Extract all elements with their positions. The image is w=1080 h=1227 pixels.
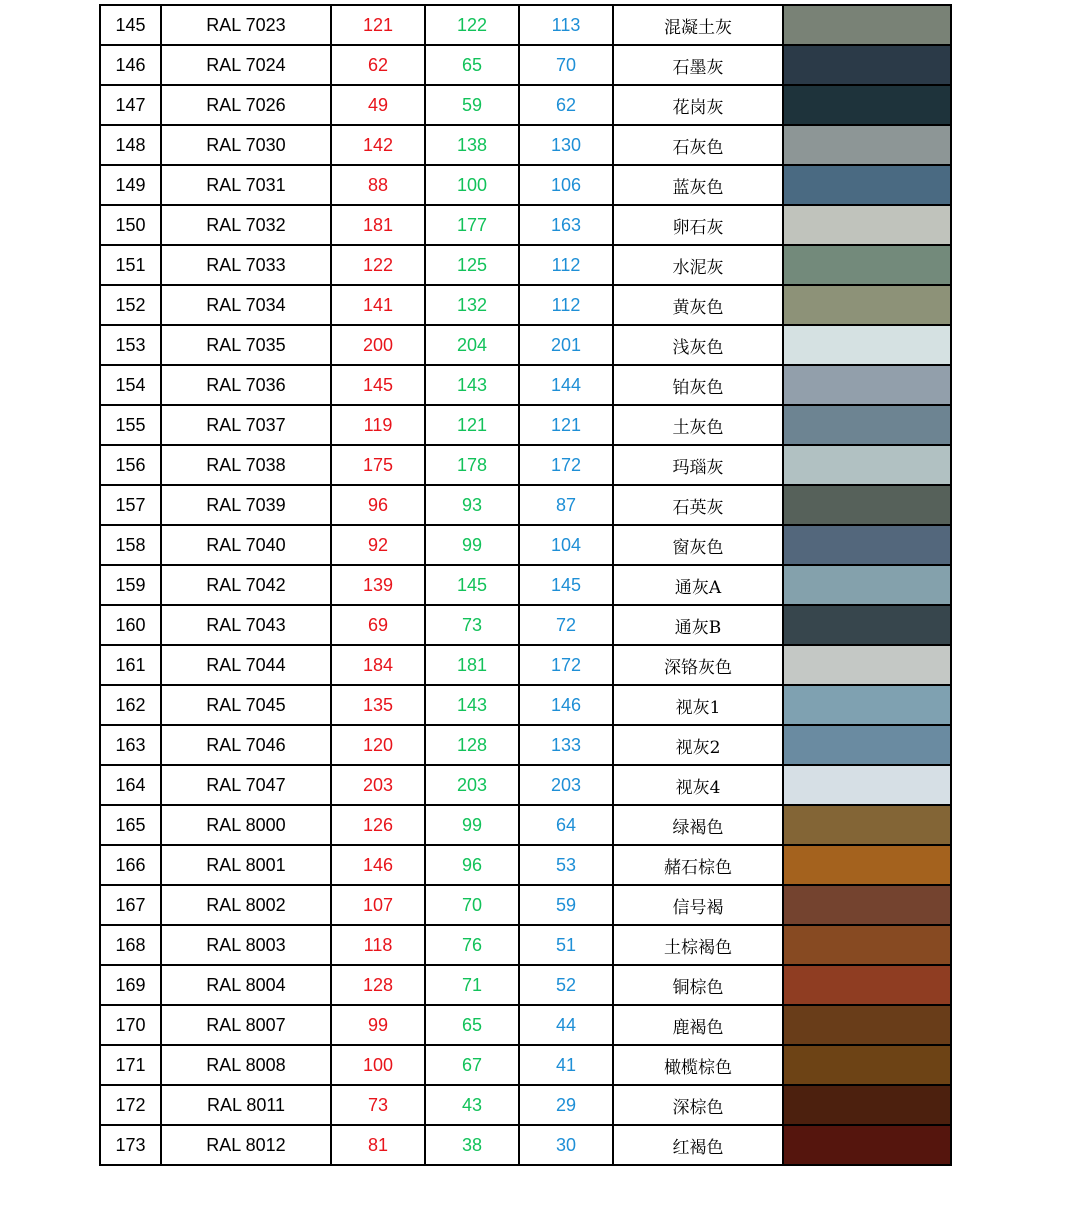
color-name: 玛瑙灰 bbox=[613, 445, 783, 485]
blue-value: 172 bbox=[519, 645, 613, 685]
color-swatch-cell bbox=[783, 285, 951, 325]
red-value: 184 bbox=[331, 645, 425, 685]
color-swatch-cell bbox=[783, 925, 951, 965]
color-name: 鹿褐色 bbox=[613, 1005, 783, 1045]
green-value: 138 bbox=[425, 125, 519, 165]
row-number: 167 bbox=[100, 885, 161, 925]
color-swatch bbox=[784, 126, 950, 164]
color-swatch-cell bbox=[783, 1005, 951, 1045]
green-value: 43 bbox=[425, 1085, 519, 1125]
color-swatch bbox=[784, 966, 950, 1004]
color-name: 石灰色 bbox=[613, 125, 783, 165]
red-value: 73 bbox=[331, 1085, 425, 1125]
red-value: 135 bbox=[331, 685, 425, 725]
color-swatch-cell bbox=[783, 5, 951, 45]
blue-value: 30 bbox=[519, 1125, 613, 1165]
red-value: 146 bbox=[331, 845, 425, 885]
color-name: 赭石棕色 bbox=[613, 845, 783, 885]
row-number: 169 bbox=[100, 965, 161, 1005]
row-number: 150 bbox=[100, 205, 161, 245]
color-name: 黄灰色 bbox=[613, 285, 783, 325]
row-number: 145 bbox=[100, 5, 161, 45]
table-row bbox=[100, 405, 951, 445]
ral-code: RAL 7023 bbox=[161, 5, 331, 45]
red-value: 122 bbox=[331, 245, 425, 285]
color-name: 通灰A bbox=[613, 565, 783, 605]
color-name: 水泥灰 bbox=[613, 245, 783, 285]
color-swatch-cell bbox=[783, 245, 951, 285]
color-name: 深棕色 bbox=[613, 1085, 783, 1125]
color-swatch-cell bbox=[783, 685, 951, 725]
table-row bbox=[100, 845, 951, 885]
color-swatch bbox=[784, 286, 950, 324]
color-swatch-cell bbox=[783, 1125, 951, 1165]
row-number: 170 bbox=[100, 1005, 161, 1045]
red-value: 62 bbox=[331, 45, 425, 85]
color-swatch-cell bbox=[783, 405, 951, 445]
green-value: 70 bbox=[425, 885, 519, 925]
ral-code: RAL 7026 bbox=[161, 85, 331, 125]
color-swatch-cell bbox=[783, 485, 951, 525]
color-swatch bbox=[784, 846, 950, 884]
color-swatch bbox=[784, 1086, 950, 1124]
red-value: 69 bbox=[331, 605, 425, 645]
green-value: 76 bbox=[425, 925, 519, 965]
green-value: 38 bbox=[425, 1125, 519, 1165]
ral-code: RAL 8007 bbox=[161, 1005, 331, 1045]
table-row bbox=[100, 525, 951, 565]
table-row bbox=[100, 1005, 951, 1045]
color-swatch bbox=[784, 166, 950, 204]
row-number: 160 bbox=[100, 605, 161, 645]
red-value: 200 bbox=[331, 325, 425, 365]
red-value: 120 bbox=[331, 725, 425, 765]
table-row bbox=[100, 1125, 951, 1165]
color-swatch bbox=[784, 606, 950, 644]
color-swatch-cell bbox=[783, 645, 951, 685]
color-name: 铂灰色 bbox=[613, 365, 783, 405]
color-swatch bbox=[784, 486, 950, 524]
table-row bbox=[100, 205, 951, 245]
green-value: 121 bbox=[425, 405, 519, 445]
green-value: 143 bbox=[425, 365, 519, 405]
color-swatch-cell bbox=[783, 85, 951, 125]
color-swatch bbox=[784, 246, 950, 284]
ral-code: RAL 8001 bbox=[161, 845, 331, 885]
blue-value: 87 bbox=[519, 485, 613, 525]
red-value: 100 bbox=[331, 1045, 425, 1085]
red-value: 121 bbox=[331, 5, 425, 45]
color-swatch bbox=[784, 566, 950, 604]
table-row bbox=[100, 245, 951, 285]
color-swatch-cell bbox=[783, 325, 951, 365]
blue-value: 163 bbox=[519, 205, 613, 245]
green-value: 178 bbox=[425, 445, 519, 485]
table-row bbox=[100, 285, 951, 325]
blue-value: 113 bbox=[519, 5, 613, 45]
color-swatch bbox=[784, 726, 950, 764]
ral-code: RAL 7042 bbox=[161, 565, 331, 605]
blue-value: 112 bbox=[519, 245, 613, 285]
color-swatch bbox=[784, 86, 950, 124]
ral-code: RAL 8000 bbox=[161, 805, 331, 845]
color-name: 石英灰 bbox=[613, 485, 783, 525]
color-swatch bbox=[784, 46, 950, 84]
row-number: 147 bbox=[100, 85, 161, 125]
ral-code: RAL 7047 bbox=[161, 765, 331, 805]
green-value: 65 bbox=[425, 1005, 519, 1045]
table-row bbox=[100, 645, 951, 685]
row-number: 161 bbox=[100, 645, 161, 685]
color-name: 浅灰色 bbox=[613, 325, 783, 365]
color-name: 橄榄棕色 bbox=[613, 1045, 783, 1085]
ral-code: RAL 8011 bbox=[161, 1085, 331, 1125]
ral-code: RAL 8012 bbox=[161, 1125, 331, 1165]
row-number: 157 bbox=[100, 485, 161, 525]
row-number: 166 bbox=[100, 845, 161, 885]
table-row bbox=[100, 85, 951, 125]
ral-code: RAL 7045 bbox=[161, 685, 331, 725]
table-row bbox=[100, 885, 951, 925]
color-name: 蓝灰色 bbox=[613, 165, 783, 205]
red-value: 92 bbox=[331, 525, 425, 565]
color-swatch-cell bbox=[783, 165, 951, 205]
ral-code: RAL 7043 bbox=[161, 605, 331, 645]
color-swatch-cell bbox=[783, 125, 951, 165]
color-swatch-cell bbox=[783, 205, 951, 245]
color-name: 视灰4 bbox=[613, 765, 783, 805]
green-value: 73 bbox=[425, 605, 519, 645]
table-row bbox=[100, 325, 951, 365]
color-swatch bbox=[784, 1126, 950, 1164]
color-swatch bbox=[784, 886, 950, 924]
blue-value: 53 bbox=[519, 845, 613, 885]
blue-value: 64 bbox=[519, 805, 613, 845]
table-row bbox=[100, 485, 951, 525]
green-value: 132 bbox=[425, 285, 519, 325]
table-row bbox=[100, 165, 951, 205]
color-swatch-cell bbox=[783, 885, 951, 925]
blue-value: 146 bbox=[519, 685, 613, 725]
ral-code: RAL 8008 bbox=[161, 1045, 331, 1085]
color-name: 铜棕色 bbox=[613, 965, 783, 1005]
blue-value: 62 bbox=[519, 85, 613, 125]
color-name: 绿褐色 bbox=[613, 805, 783, 845]
green-value: 93 bbox=[425, 485, 519, 525]
green-value: 204 bbox=[425, 325, 519, 365]
color-swatch bbox=[784, 446, 950, 484]
blue-value: 52 bbox=[519, 965, 613, 1005]
table-row bbox=[100, 925, 951, 965]
color-name: 混凝土灰 bbox=[613, 5, 783, 45]
blue-value: 29 bbox=[519, 1085, 613, 1125]
green-value: 177 bbox=[425, 205, 519, 245]
color-name: 视灰2 bbox=[613, 725, 783, 765]
color-swatch bbox=[784, 686, 950, 724]
table-row bbox=[100, 565, 951, 605]
row-number: 146 bbox=[100, 45, 161, 85]
color-name: 卵石灰 bbox=[613, 205, 783, 245]
red-value: 141 bbox=[331, 285, 425, 325]
table-row bbox=[100, 805, 951, 845]
table-row bbox=[100, 5, 951, 45]
color-swatch bbox=[784, 926, 950, 964]
color-swatch-cell bbox=[783, 525, 951, 565]
color-swatch-cell bbox=[783, 765, 951, 805]
color-swatch-cell bbox=[783, 565, 951, 605]
row-number: 162 bbox=[100, 685, 161, 725]
green-value: 99 bbox=[425, 805, 519, 845]
color-name: 石墨灰 bbox=[613, 45, 783, 85]
color-swatch bbox=[784, 406, 950, 444]
blue-value: 145 bbox=[519, 565, 613, 605]
color-name: 红褐色 bbox=[613, 1125, 783, 1165]
red-value: 203 bbox=[331, 765, 425, 805]
color-swatch bbox=[784, 1006, 950, 1044]
color-name: 信号褐 bbox=[613, 885, 783, 925]
green-value: 143 bbox=[425, 685, 519, 725]
table-row bbox=[100, 605, 951, 645]
color-swatch-cell bbox=[783, 805, 951, 845]
red-value: 126 bbox=[331, 805, 425, 845]
red-value: 49 bbox=[331, 85, 425, 125]
blue-value: 106 bbox=[519, 165, 613, 205]
ral-code: RAL 7032 bbox=[161, 205, 331, 245]
ral-code: RAL 8004 bbox=[161, 965, 331, 1005]
row-number: 164 bbox=[100, 765, 161, 805]
green-value: 67 bbox=[425, 1045, 519, 1085]
row-number: 154 bbox=[100, 365, 161, 405]
blue-value: 70 bbox=[519, 45, 613, 85]
row-number: 159 bbox=[100, 565, 161, 605]
table-row bbox=[100, 365, 951, 405]
color-swatch-cell bbox=[783, 605, 951, 645]
color-swatch bbox=[784, 366, 950, 404]
table-body bbox=[100, 5, 951, 1165]
color-name: 土灰色 bbox=[613, 405, 783, 445]
color-name: 深铬灰色 bbox=[613, 645, 783, 685]
color-swatch-cell bbox=[783, 1085, 951, 1125]
table-row bbox=[100, 1045, 951, 1085]
row-number: 165 bbox=[100, 805, 161, 845]
red-value: 88 bbox=[331, 165, 425, 205]
blue-value: 144 bbox=[519, 365, 613, 405]
ral-code: RAL 7044 bbox=[161, 645, 331, 685]
ral-code: RAL 7038 bbox=[161, 445, 331, 485]
green-value: 71 bbox=[425, 965, 519, 1005]
red-value: 118 bbox=[331, 925, 425, 965]
color-swatch-cell bbox=[783, 365, 951, 405]
color-name: 花岗灰 bbox=[613, 85, 783, 125]
green-value: 128 bbox=[425, 725, 519, 765]
color-swatch-cell bbox=[783, 725, 951, 765]
color-swatch bbox=[784, 526, 950, 564]
green-value: 65 bbox=[425, 45, 519, 85]
ral-code: RAL 7039 bbox=[161, 485, 331, 525]
ral-code: RAL 8002 bbox=[161, 885, 331, 925]
ral-code: RAL 7024 bbox=[161, 45, 331, 85]
row-number: 148 bbox=[100, 125, 161, 165]
ral-code: RAL 7036 bbox=[161, 365, 331, 405]
row-number: 153 bbox=[100, 325, 161, 365]
ral-code: RAL 8003 bbox=[161, 925, 331, 965]
red-value: 107 bbox=[331, 885, 425, 925]
green-value: 59 bbox=[425, 85, 519, 125]
green-value: 181 bbox=[425, 645, 519, 685]
color-swatch-cell bbox=[783, 445, 951, 485]
row-number: 152 bbox=[100, 285, 161, 325]
row-number: 163 bbox=[100, 725, 161, 765]
row-number: 173 bbox=[100, 1125, 161, 1165]
green-value: 100 bbox=[425, 165, 519, 205]
row-number: 172 bbox=[100, 1085, 161, 1125]
color-swatch-cell bbox=[783, 965, 951, 1005]
row-number: 171 bbox=[100, 1045, 161, 1085]
red-value: 145 bbox=[331, 365, 425, 405]
table-row bbox=[100, 965, 951, 1005]
color-name: 土棕褐色 bbox=[613, 925, 783, 965]
table-row bbox=[100, 445, 951, 485]
table-row bbox=[100, 725, 951, 765]
blue-value: 130 bbox=[519, 125, 613, 165]
row-number: 151 bbox=[100, 245, 161, 285]
color-swatch bbox=[784, 6, 950, 44]
red-value: 81 bbox=[331, 1125, 425, 1165]
green-value: 203 bbox=[425, 765, 519, 805]
table-row bbox=[100, 765, 951, 805]
blue-value: 172 bbox=[519, 445, 613, 485]
color-name: 通灰B bbox=[613, 605, 783, 645]
ral-code: RAL 7046 bbox=[161, 725, 331, 765]
ral-code: RAL 7040 bbox=[161, 525, 331, 565]
blue-value: 72 bbox=[519, 605, 613, 645]
row-number: 156 bbox=[100, 445, 161, 485]
color-name: 窗灰色 bbox=[613, 525, 783, 565]
color-swatch bbox=[784, 326, 950, 364]
color-swatch bbox=[784, 646, 950, 684]
red-value: 142 bbox=[331, 125, 425, 165]
row-number: 149 bbox=[100, 165, 161, 205]
table-row bbox=[100, 685, 951, 725]
blue-value: 104 bbox=[519, 525, 613, 565]
color-swatch bbox=[784, 806, 950, 844]
color-swatch bbox=[784, 206, 950, 244]
red-value: 96 bbox=[331, 485, 425, 525]
ral-code: RAL 7031 bbox=[161, 165, 331, 205]
blue-value: 44 bbox=[519, 1005, 613, 1045]
red-value: 99 bbox=[331, 1005, 425, 1045]
red-value: 139 bbox=[331, 565, 425, 605]
ral-code: RAL 7035 bbox=[161, 325, 331, 365]
ral-code: RAL 7030 bbox=[161, 125, 331, 165]
blue-value: 201 bbox=[519, 325, 613, 365]
blue-value: 133 bbox=[519, 725, 613, 765]
color-swatch bbox=[784, 766, 950, 804]
blue-value: 203 bbox=[519, 765, 613, 805]
table-row bbox=[100, 1085, 951, 1125]
ral-code: RAL 7037 bbox=[161, 405, 331, 445]
red-value: 181 bbox=[331, 205, 425, 245]
green-value: 145 bbox=[425, 565, 519, 605]
color-swatch bbox=[784, 1046, 950, 1084]
green-value: 125 bbox=[425, 245, 519, 285]
blue-value: 51 bbox=[519, 925, 613, 965]
red-value: 128 bbox=[331, 965, 425, 1005]
ral-code: RAL 7033 bbox=[161, 245, 331, 285]
blue-value: 59 bbox=[519, 885, 613, 925]
blue-value: 112 bbox=[519, 285, 613, 325]
ral-color-table bbox=[99, 4, 952, 1166]
row-number: 168 bbox=[100, 925, 161, 965]
table-row bbox=[100, 45, 951, 85]
blue-value: 41 bbox=[519, 1045, 613, 1085]
table-row bbox=[100, 125, 951, 165]
color-swatch-cell bbox=[783, 1045, 951, 1085]
green-value: 99 bbox=[425, 525, 519, 565]
green-value: 122 bbox=[425, 5, 519, 45]
red-value: 119 bbox=[331, 405, 425, 445]
ral-code: RAL 7034 bbox=[161, 285, 331, 325]
blue-value: 121 bbox=[519, 405, 613, 445]
row-number: 155 bbox=[100, 405, 161, 445]
red-value: 175 bbox=[331, 445, 425, 485]
color-swatch-cell bbox=[783, 45, 951, 85]
color-swatch-cell bbox=[783, 845, 951, 885]
green-value: 96 bbox=[425, 845, 519, 885]
row-number: 158 bbox=[100, 525, 161, 565]
color-name: 视灰1 bbox=[613, 685, 783, 725]
